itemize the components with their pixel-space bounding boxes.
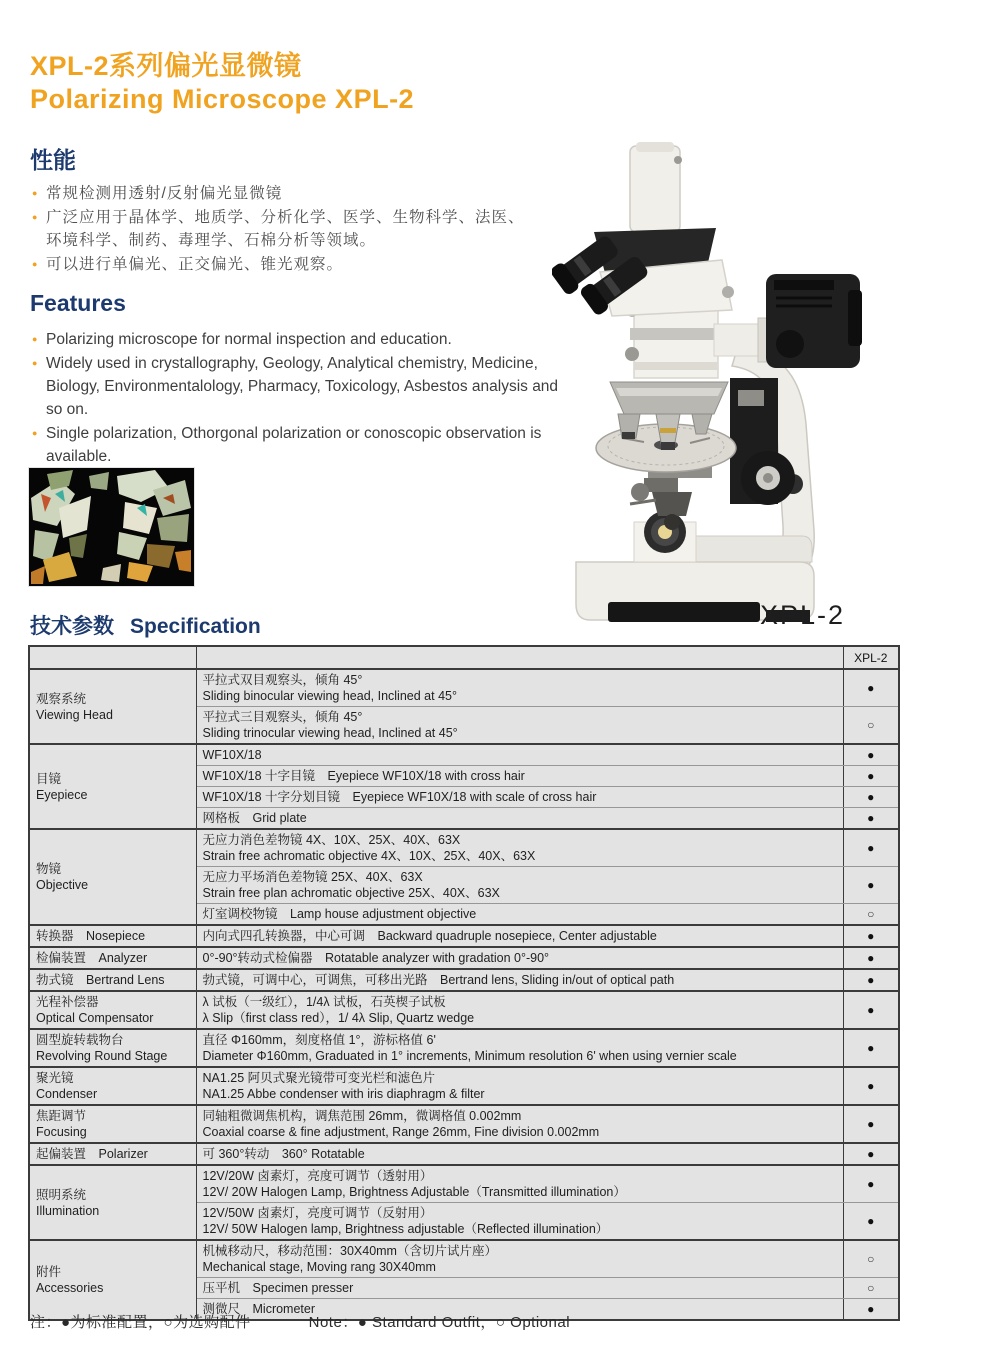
spec-description-line: 12V/ 50W Halogen lamp, Brightness adjustable（Reflected illumination）: [202, 1222, 609, 1236]
spec-description-line: 平拉式三目观察头，倾角 45°: [202, 710, 363, 724]
spec-row: [29, 669, 899, 707]
spec-category: [29, 1240, 196, 1320]
spec-description: [196, 1029, 843, 1067]
bullet-dot-icon: ●: [32, 212, 38, 222]
spec-category: 勃式镜 Bertrand Lens: [29, 969, 196, 991]
page-title-en: Polarizing Microscope XPL-2: [30, 84, 415, 114]
spec-description: [196, 1105, 843, 1143]
spec-category-zh: 附件: [36, 1265, 62, 1279]
header-empty-category: [29, 646, 196, 669]
features-list: [30, 328, 560, 469]
status-standard-icon: ●: [843, 1105, 899, 1143]
spec-row: [29, 1143, 899, 1165]
spec-description-line: 12V/20W 卤素灯，亮度可调节（透射用）: [202, 1169, 433, 1183]
spec-category: [29, 1067, 196, 1105]
spec-category: [29, 1029, 196, 1067]
spec-description: [196, 1165, 843, 1203]
microscope-photo: [552, 132, 990, 634]
status-standard-icon: ●: [843, 669, 899, 707]
specification-heading-zh: 技术参数: [30, 615, 114, 638]
base-front-trim: [608, 602, 760, 622]
status-standard-icon: ●: [843, 766, 899, 787]
spec-category: [29, 669, 196, 744]
spec-header-row: [29, 646, 899, 669]
spec-description-line: 压平机 Specimen presser: [202, 1281, 354, 1295]
legend-note-zh: 注：●为标准配置，○为选购配件: [30, 1314, 251, 1331]
spec-description-line: Strain free achromatic objective 4X、10X、25X、40X、63X: [202, 849, 536, 863]
spec-category: 转换器 Nosepiece: [29, 925, 196, 947]
bullet-item: [30, 206, 535, 252]
spec-description: [196, 925, 843, 947]
status-standard-icon: ●: [843, 969, 899, 991]
specification-table: [28, 645, 900, 1321]
spec-category-en: Viewing Head: [36, 707, 113, 722]
legend-note-en: Note：● Standard Outfit，○ Optional: [308, 1314, 571, 1331]
spec-category: [29, 1105, 196, 1143]
lamp-house: [758, 274, 862, 368]
spec-description: [196, 808, 843, 830]
spec-description-line: Diameter Φ160mm, Graduated in 1° increments, Minimum resolution 6' when using vernier scale: [202, 1049, 737, 1063]
spec-description: [196, 744, 843, 766]
spec-description: [196, 1278, 843, 1299]
status-standard-icon: ●: [843, 1165, 899, 1203]
spec-description-line: WF10X/18 十字分划目镜 Eyepiece WF10X/18 with scale of cross hair: [202, 790, 597, 804]
spec-description: [196, 969, 843, 991]
spec-description-line: WF10X/18: [202, 748, 262, 762]
bullet-dot-icon: ●: [32, 259, 38, 269]
spec-description-line: Sliding trinocular viewing head, Inclined at 45°: [202, 726, 458, 740]
spec-category: [29, 991, 196, 1029]
spec-row: [29, 1165, 899, 1203]
specification-heading: [30, 610, 261, 640]
status-standard-icon: ●: [843, 947, 899, 969]
spec-description-line: 灯室调校物镜 Lamp house adjustment objective: [202, 907, 477, 921]
spec-row: [29, 1029, 899, 1067]
status-standard-icon: ●: [843, 991, 899, 1029]
status-standard-icon: ●: [843, 1067, 899, 1105]
spec-category-en: Revolving Round Stage: [36, 1049, 168, 1063]
spec-description: [196, 787, 843, 808]
spec-row: [29, 1105, 899, 1143]
performance-heading: 性能: [30, 147, 76, 173]
spec-category-zh: 焦距调节: [36, 1109, 87, 1123]
status-standard-icon: ●: [843, 925, 899, 947]
thin-section-photo: [28, 467, 195, 587]
spec-description-line: WF10X/18 十字目镜 Eyepiece WF10X/18 with cross hair: [202, 769, 525, 783]
status-standard-icon: ●: [843, 1029, 899, 1067]
performance-list: [30, 182, 535, 277]
spec-description: [196, 669, 843, 707]
spec-row: [29, 829, 899, 867]
spec-category: 起偏装置 Polarizer: [29, 1143, 196, 1165]
bullet-item: [30, 352, 560, 421]
spec-description: [196, 1143, 843, 1165]
spec-description-line: Coaxial coarse & fine adjustment, Range 26mm, Fine division 0.002mm: [202, 1125, 600, 1139]
spec-category-en: Accessories: [36, 1281, 104, 1295]
spec-description-line: Mechanical stage, Moving rang 30X40mm: [202, 1260, 436, 1274]
page-title-zh: XPL-2系列偏光显微镜: [30, 51, 302, 81]
spec-category-en: Illumination: [36, 1203, 100, 1218]
spec-description-line: λ Slip（first class red），1/ 4λ Slip, Quartz wedge: [202, 1011, 475, 1025]
bullet-dot-icon: ●: [32, 188, 38, 198]
spec-description: [196, 1067, 843, 1105]
bullet-text: 广泛应用于晶体学、地质学、分析化学、医学、生物科学、法医、环境科学、制药、毒理学、石棉分析等领域。: [46, 209, 525, 249]
spec-description-line: 网格板 Grid plate: [202, 811, 307, 825]
spec-category: [29, 1165, 196, 1240]
legend-note: [30, 1311, 570, 1332]
bullet-text: Polarizing microscope for normal inspection and education.: [46, 331, 452, 348]
spec-row: [29, 744, 899, 766]
spec-row: [29, 1240, 899, 1278]
status-standard-icon: ●: [843, 1299, 899, 1321]
spec-category: 检偏装置 Analyzer: [29, 947, 196, 969]
bullet-text: Single polarization, Othorgonal polarization or conoscopic observation is available.: [46, 425, 542, 465]
spec-description-line: 同轴粗微调焦机构，调焦范围 26mm，微调格值 0.002mm: [202, 1109, 522, 1123]
spec-category-zh: 目镜: [36, 771, 62, 786]
spec-description-line: 无应力消色差物镜 4X、10X、25X、40X、63X: [202, 833, 461, 847]
bullet-item: [30, 182, 535, 205]
spec-category: [29, 829, 196, 925]
spec-description-line: Strain free plan achromatic objective 25X、40X、63X: [202, 886, 500, 900]
spec-description: [196, 1240, 843, 1278]
status-optional-icon: ○: [843, 707, 899, 745]
status-standard-icon: ●: [843, 787, 899, 808]
spec-description-line: 勃式镜，可调中心，可调焦，可移出光路 Bertrand lens, Sliding in/out of optical path: [202, 973, 675, 987]
status-optional-icon: ○: [843, 1240, 899, 1278]
spec-category-en: Objective: [36, 878, 89, 892]
bullet-item: [30, 422, 560, 468]
spec-description-line: Sliding binocular viewing head, Inclined at 45°: [202, 689, 457, 703]
spec-description-line: 12V/50W 卤素灯，亮度可调节（反射用）: [202, 1206, 433, 1220]
spec-description: [196, 1203, 843, 1241]
spec-description-line: 直径 Φ160mm，刻度格值 1°，游标格值 6': [202, 1033, 436, 1047]
bullet-item: [30, 253, 535, 276]
spec-category-zh: 光程补偿器: [36, 995, 99, 1009]
spec-description: [196, 947, 843, 969]
status-standard-icon: ●: [843, 829, 899, 867]
status-standard-icon: ●: [843, 808, 899, 830]
spec-category-en: Optical Compensator: [36, 1011, 154, 1025]
status-standard-icon: ●: [843, 1203, 899, 1241]
features-heading: Features: [30, 290, 126, 316]
spec-row: [29, 1067, 899, 1105]
header-empty-description: [196, 646, 843, 669]
spec-description-line: 0°-90°转动式检偏器 Rotatable analyzer with gradation 0°-90°: [202, 951, 550, 965]
status-optional-icon: ○: [843, 904, 899, 926]
spec-description-line: 平拉式双目观察头，倾角 45°: [202, 673, 363, 687]
spec-description-line: NA1.25 Abbe condenser with iris diaphragm & filter: [202, 1087, 485, 1101]
spec-category-zh: 物镜: [36, 862, 62, 876]
bullet-dot-icon: ●: [32, 358, 38, 368]
bullet-text: 常规检测用透射/反射偏光显微镜: [46, 185, 283, 202]
spec-description-line: 12V/ 20W Halogen Lamp, Brightness Adjustable（Transmitted illumination）: [202, 1185, 626, 1199]
status-standard-icon: ●: [843, 867, 899, 904]
bullet-dot-icon: ●: [32, 428, 38, 438]
spec-description: [196, 707, 843, 745]
spec-description-line: 机械移动尺，移动范围：30X40mm（含切片试片座）: [202, 1244, 497, 1258]
spec-description-line: λ 试板（一级红），1/4λ 试板，石英楔子试板: [202, 995, 446, 1009]
spec-description: [196, 867, 843, 904]
spec-description: [196, 829, 843, 867]
specification-heading-en: Specification: [130, 615, 261, 638]
bullet-text: 可以进行单偏光、正交偏光、锥光观察。: [46, 256, 344, 273]
spec-row: [29, 991, 899, 1029]
bullet-text: Widely used in crystallography, Geology, Analytical chemistry, Medicine, Biology, Environmentalology, Pharmacy, Toxicology, Asbestos analysis and so on.: [46, 355, 559, 418]
spec-category-zh: 观察系统: [36, 691, 87, 706]
product-model-label: XPL-2: [760, 600, 846, 630]
spec-row: [29, 969, 899, 991]
spec-row: [29, 925, 899, 947]
spec-description: [196, 904, 843, 926]
spec-description-line: 内向式四孔转换器，中心可调 Backward quadruple nosepiece, Center adjustable: [202, 929, 657, 943]
spec-description-line: 可 360°转动 360° Rotatable: [202, 1147, 365, 1161]
bullet-item: [30, 328, 560, 351]
spec-description: [196, 991, 843, 1029]
bullet-dot-icon: ●: [32, 334, 38, 344]
spec-category: [29, 744, 196, 829]
page-title: [30, 50, 414, 116]
status-standard-icon: ●: [843, 1143, 899, 1165]
spec-category-en: Focusing: [36, 1125, 87, 1139]
spec-description-line: 无应力平场消色差物镜 25X、40X、63X: [202, 870, 423, 884]
spec-category-zh: 照明系统: [36, 1187, 87, 1202]
spec-category-zh: 圆型旋转载物台: [36, 1033, 124, 1047]
spec-category-en: Condenser: [36, 1087, 98, 1101]
status-standard-icon: ●: [843, 744, 899, 766]
header-model-column: XPL-2: [843, 646, 899, 669]
spec-category-en: Eyepiece: [36, 787, 88, 802]
spec-description: [196, 766, 843, 787]
status-optional-icon: ○: [843, 1278, 899, 1299]
spec-category-zh: 聚光镜: [36, 1071, 74, 1085]
spec-row: [29, 947, 899, 969]
spec-description-line: NA1.25 阿贝式聚光镜带可变光栏和滤色片: [202, 1071, 436, 1085]
spec-description-line: 测微尺 Micrometer: [202, 1302, 316, 1316]
